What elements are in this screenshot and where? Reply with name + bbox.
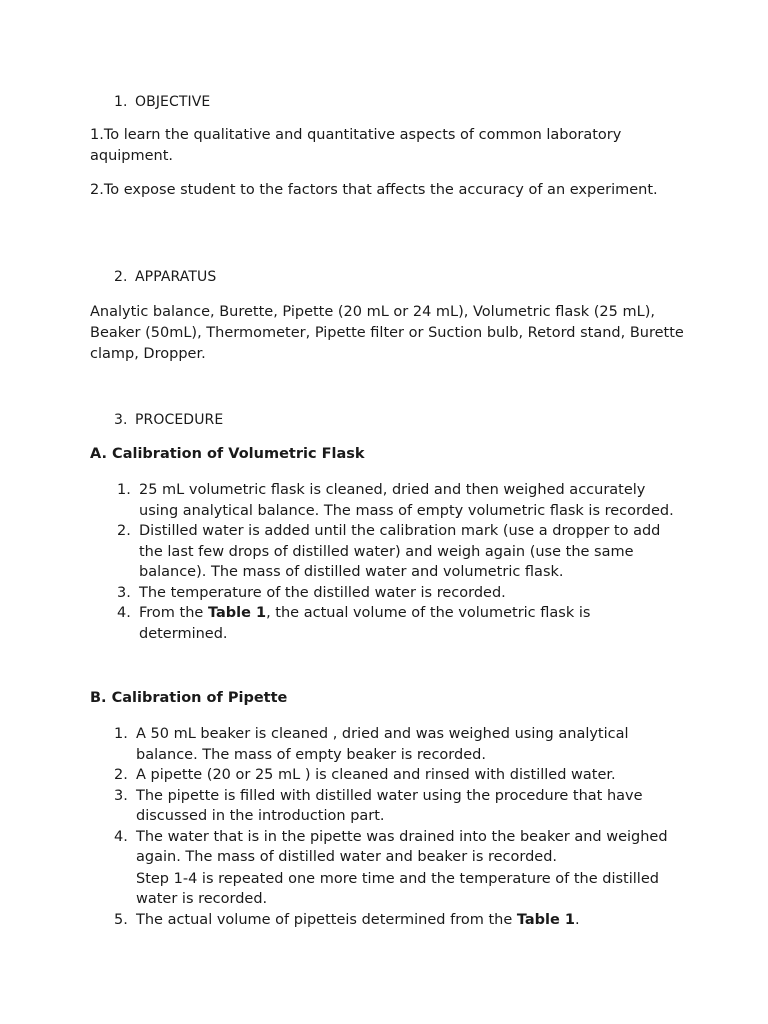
- step-text: The temperature of the distilled water is recorded.: [139, 584, 506, 601]
- apparatus-title: APPARATUS: [135, 269, 217, 285]
- step-number: 4.: [117, 605, 131, 621]
- step-text: Step 1-4 is repeated one more time and the temperature of the distilled water is recorded.: [136, 870, 659, 907]
- apparatus-list: Analytic balance, Burette, Pipette (20 mL or 24 mL), Volumetric flask (25 mL), Beaker (50mL), Thermometer, Pipette filter or Suction bulb, Retord stand, Burette clamp, Dropper.: [90, 304, 684, 362]
- objective-item-1: 1.To learn the qualitative and quantitative aspects of common laboratory aquipment.: [90, 127, 622, 164]
- step-number: 4.: [114, 828, 128, 845]
- list-item: [136, 868, 676, 910]
- list-item: [117, 603, 679, 644]
- list-item: [114, 786, 676, 827]
- objective-heading: [114, 94, 210, 110]
- step-text: The water that is in the pipette was drained into the beaker and weighed again. The mass of distilled water and beaker is recorded.: [136, 828, 668, 865]
- procedure-number: 3.: [114, 412, 128, 428]
- objective-number: 1.: [114, 94, 128, 110]
- part-b-title: B. Calibration of Pipette: [90, 690, 288, 706]
- part-b-steps: [114, 724, 676, 930]
- step-number: 3.: [117, 584, 131, 601]
- step-text: .: [575, 911, 580, 928]
- list-item: [117, 480, 679, 521]
- list-item: [117, 583, 679, 604]
- list-item: [114, 724, 676, 765]
- step-text: The actual volume of pipetteis determined from the: [136, 911, 517, 928]
- step-text: 25 mL volumetric flask is cleaned, dried and then weighed accurately using analytical balance. The mass of empty volumetric flask is recorded.: [139, 482, 674, 519]
- list-item: [117, 521, 679, 583]
- part-a-title: A. Calibration of Volumetric Flask: [90, 446, 365, 462]
- objective-title: OBJECTIVE: [135, 94, 211, 110]
- step-text: From the: [139, 605, 208, 621]
- list-item: [114, 765, 676, 786]
- objective-item-2: 2.To expose student to the factors that affects the accuracy of an experiment.: [90, 182, 658, 198]
- part-a-steps: [117, 480, 679, 644]
- procedure-title: PROCEDURE: [135, 412, 224, 428]
- table-reference: Table 1: [207, 605, 267, 621]
- step-text: A 50 mL beaker is cleaned , dried and was weighed using analytical balance. The mass of empty beaker is recorded.: [136, 726, 629, 763]
- step-text: A pipette (20 or 25 mL ) is cleaned and rinsed with distilled water.: [136, 767, 616, 783]
- step-number: 2.: [117, 523, 131, 539]
- list-item: [114, 910, 676, 931]
- list-item: [114, 827, 676, 868]
- step-text: , the actual volume of the volumetric flask is determined.: [139, 605, 591, 642]
- procedure-heading: [114, 412, 223, 428]
- step-number: 1.: [117, 482, 131, 498]
- step-number: 2.: [114, 767, 128, 783]
- table-reference: Table 1: [516, 911, 575, 928]
- step-text: Distilled water is added until the calibration mark (use a dropper to add the last few drops of distilled water) and weigh again (use the same balance). The mass of distilled water and volumetric flask.: [139, 523, 661, 580]
- apparatus-heading: [114, 269, 216, 285]
- step-number: 5.: [114, 911, 128, 928]
- apparatus-number: 2.: [114, 269, 128, 285]
- step-number: 3.: [114, 787, 128, 804]
- step-number: 1.: [114, 726, 128, 742]
- step-text: The pipette is filled with distilled water using the procedure that have discussed in the introduction part.: [136, 787, 643, 824]
